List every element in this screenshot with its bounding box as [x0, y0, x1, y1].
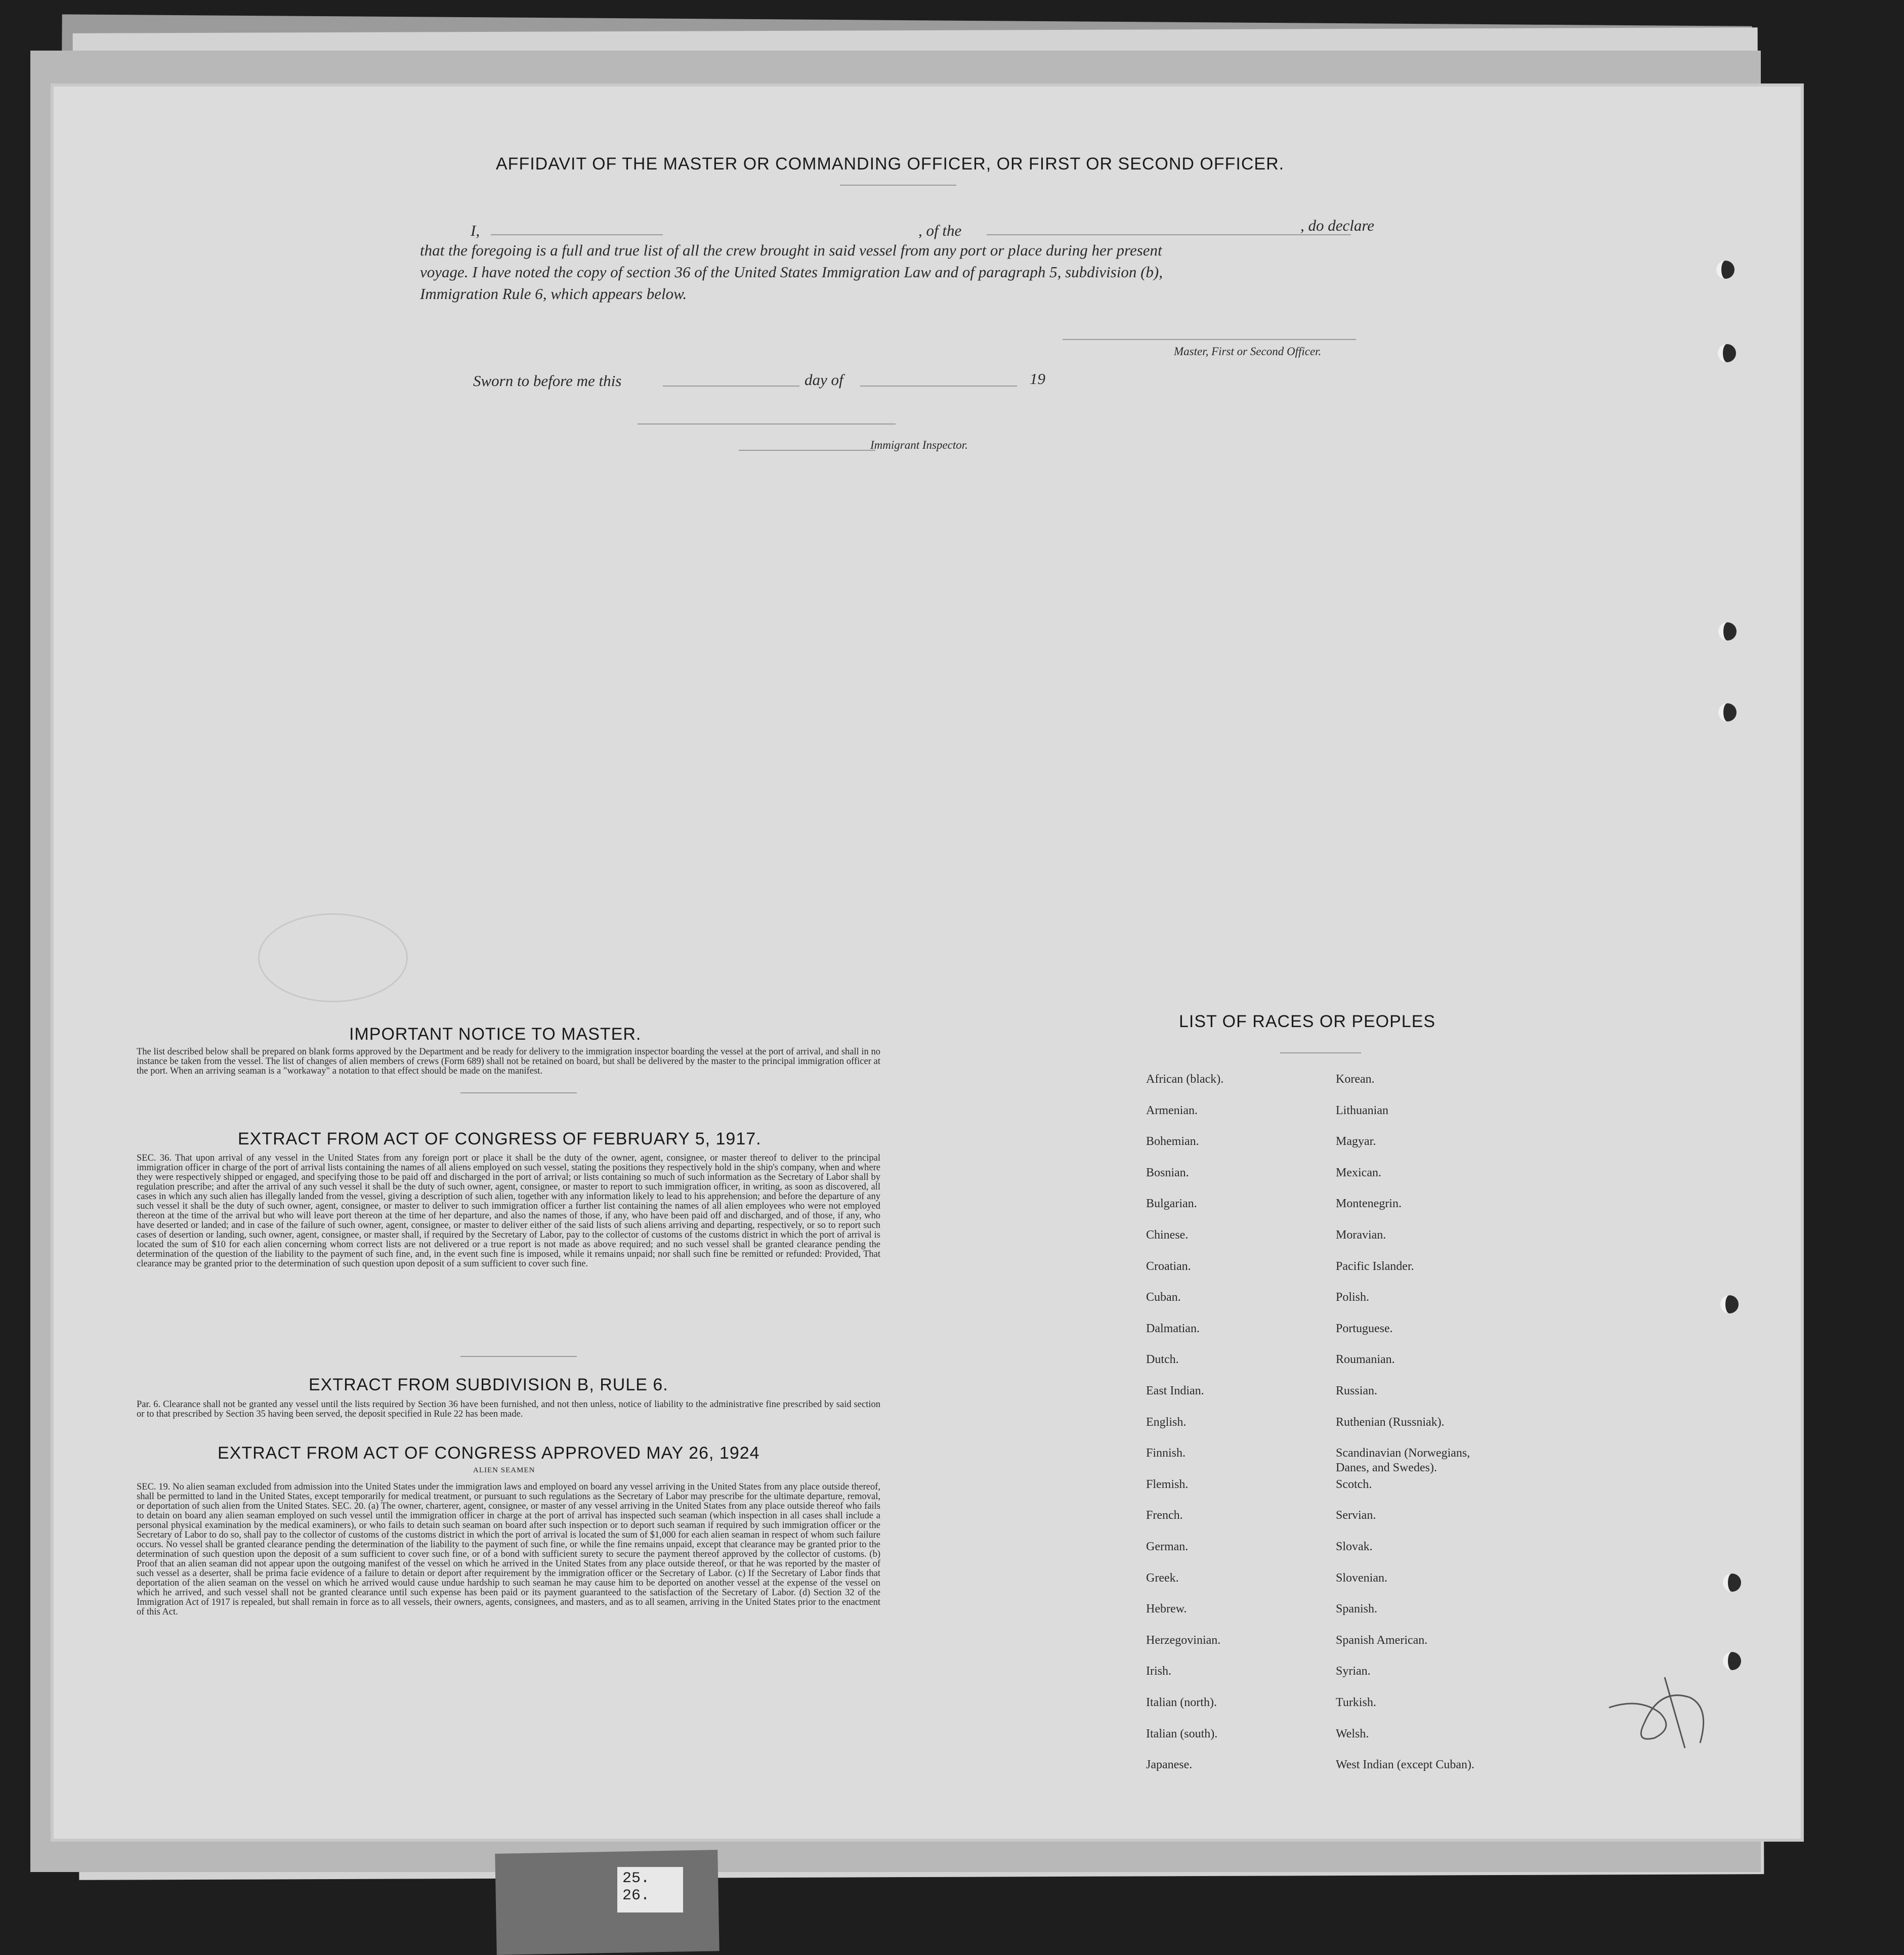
- race-item: Bulgarian.: [1146, 1197, 1197, 1211]
- inspector-signature-line: [638, 423, 896, 424]
- extract-1917-title: EXTRACT FROM ACT OF CONGRESS OF FEBRUARY 5, 1917.: [238, 1129, 761, 1149]
- race-item: Italian (south).: [1146, 1727, 1218, 1740]
- race-item: Cuban.: [1146, 1291, 1181, 1304]
- affidavit-do-declare: , do declare: [1300, 217, 1375, 234]
- race-item: Danes, and Swedes).: [1336, 1461, 1437, 1475]
- divider: [460, 1356, 577, 1357]
- race-item: Croatian.: [1146, 1259, 1191, 1273]
- bottom-tab: [495, 1850, 719, 1955]
- extract-rule6-text: Par. 6. Clearance shall not be granted any vessel until the lists required by Section 36 have been furnished, and not then unless, notice of liability to the administrative fine prescribed by said section or to that prescribed by Section 35 having been served, the deposit specified in Rule 22 has been made.: [137, 1399, 880, 1419]
- race-item: Portuguese.: [1336, 1322, 1393, 1335]
- notice-title: IMPORTANT NOTICE TO MASTER.: [349, 1025, 642, 1044]
- race-item: German.: [1146, 1540, 1189, 1553]
- binder-hole: [1723, 1652, 1741, 1670]
- sworn-year: 19: [1030, 370, 1045, 388]
- race-item: Dalmatian.: [1146, 1322, 1200, 1335]
- race-item: Russian.: [1336, 1384, 1378, 1397]
- race-item: Turkish.: [1336, 1696, 1376, 1709]
- vessel-line: [987, 234, 1351, 235]
- race-item: Syrian.: [1336, 1665, 1371, 1678]
- affidavit-body: that the foregoing is a full and true list of all the crew brought in said vessel from any port or place during her present: [420, 241, 1162, 259]
- binder-hole: [1718, 703, 1737, 721]
- bottom-tab-label: [617, 1867, 683, 1912]
- extract-rule6-title: EXTRACT FROM SUBDIVISION B, RULE 6.: [309, 1375, 668, 1394]
- binder-hole: [1716, 261, 1734, 279]
- race-item: Bosnian.: [1146, 1166, 1189, 1179]
- race-item: Slovak.: [1336, 1540, 1373, 1553]
- race-item: Bohemian.: [1146, 1135, 1199, 1149]
- binder-hole: [1720, 1295, 1739, 1313]
- race-item: Magyar.: [1336, 1135, 1376, 1149]
- faded-stamp: [258, 913, 408, 1002]
- race-item: Hebrew.: [1146, 1602, 1187, 1616]
- extract-1924-text: SEC. 19. No alien seaman excluded from admission into the United States under the immigration laws and employed on board any vessel arriving in the United States from any place outside thereof, shall be permitted to land in the United States, except temporarily for medical treatment, or pursuant to such regulations as the Secretary of Labor may prescribe for the ultimate departure, removal, or deportation of such alien from the United States. SEC. 20. (a) The owner, charterer, agent, consignee, or master of any vessel arriving in the United States from any place outside thereof who fails to detain on board any alien seaman employed on such vessel until the immigration officer in charge at the port of arrival has inspected such seaman (which inspection in all cases shall include a personal physical examination by the medical examiners), or who fails to detain such seaman on board after such inspection or to deport such seaman if required by such immigration officer or the Secretary of Labor to do so, shall pay to the collector of customs of the customs district in which the port of arrival is located the sum of $1,000 for each alien seaman in respect of whom such failure occurs. No vessel shall be granted clearance pending the determination of the liability to the payment of such fine, or while the fine remains unpaid, except that clearance may be granted prior to the determination of such question upon the deposit of a sum sufficient to cover such fine, or of a bond with sufficient surety to secure the payment thereof approved by the collector of customs. (b) Proof that an alien seaman did not appear upon the outgoing manifest of the vessel on which he arrived in the United States from any place outside thereof, or that he was reported by the master of such vessel as a deserter, shall be prima facie evidence of a failure to detain or deport after requirement by the immigration officer or the Secretary of Labor. (c) If the Secretary of Labor finds that deportation of the alien seaman on the vessel on which he arrived would cause undue hardship to such seaman he may cause him to be deported on another vessel at the expense of the vessel on which he arrived, and such vessel shall not be granted clearance until such expense has been paid or its payment guaranteed to the satisfaction of the Secretary of Labor. (d) Section 32 of the Immigration Act of 1917 is repealed, but shall remain in force as to all vessels, their owners, agents, consignees, and masters, and as to all seamen, arriving in the United States prior to the enactment of this Act.: [137, 1482, 880, 1617]
- race-item: Italian (north).: [1146, 1696, 1217, 1709]
- affidavit-body: Immigration Rule 6, which appears below.: [420, 285, 687, 303]
- binder-hole: [1718, 622, 1737, 641]
- notice-text: The list described below shall be prepared on blank forms approved by the Department and be ready for delivery to the immigration inspector boarding the vessel at the port of arrival, and shall in no instance be taken from the vessel. The list of changes of alien members of crews (Form 689) shall not be retained on board, but shall be delivered by the master to the principal immigration officer at the port. When an arriving seaman is a "workaway" a notation to that effect should be made on the manifest.: [137, 1047, 880, 1076]
- day-line: [663, 386, 799, 387]
- race-item: French.: [1146, 1509, 1183, 1522]
- race-item: Greek.: [1146, 1571, 1179, 1585]
- race-item: Pacific Islander.: [1336, 1259, 1414, 1273]
- handwritten-mark: [1599, 1667, 1730, 1753]
- signature-line: [1063, 339, 1356, 340]
- tab-number: 26.: [622, 1887, 650, 1904]
- race-item: Scandinavian (Norwegians,: [1336, 1447, 1470, 1460]
- extract-1924-subtitle: ALIEN SEAMEN: [473, 1466, 535, 1474]
- race-item: Flemish.: [1146, 1477, 1189, 1491]
- race-item: Lithuanian: [1336, 1103, 1388, 1117]
- divider: [1280, 1052, 1361, 1053]
- affidavit-i: I,: [471, 222, 480, 239]
- name-line: [491, 234, 663, 235]
- affidavit-body: voyage. I have noted the copy of section 36 of the United States Immigration Law and of paragraph 5, subdivision (b),: [420, 263, 1163, 281]
- race-item: East Indian.: [1146, 1384, 1204, 1397]
- race-item: West Indian (except Cuban).: [1336, 1758, 1474, 1772]
- race-item: Japanese.: [1146, 1758, 1193, 1772]
- affidavit-title: AFFIDAVIT OF THE MASTER OR COMMANDING OFFICER, OR FIRST OR SECOND OFFICER.: [496, 154, 1285, 174]
- sworn-prefix: Sworn to before me this: [473, 372, 622, 390]
- master-signature-label: Master, First or Second Officer.: [1174, 345, 1322, 358]
- race-item: Spanish American.: [1336, 1633, 1428, 1647]
- race-item: Dutch.: [1146, 1353, 1179, 1367]
- races-title: LIST OF RACES OR PEOPLES: [1179, 1012, 1436, 1031]
- affidavit-of-the: , of the: [918, 222, 962, 239]
- month-line: [860, 386, 1017, 387]
- race-item: African (black).: [1146, 1073, 1224, 1086]
- race-item: Roumanian.: [1336, 1353, 1395, 1367]
- tab-number: 25.: [622, 1870, 650, 1887]
- race-item: Irish.: [1146, 1665, 1171, 1678]
- binder-hole: [1723, 1574, 1741, 1592]
- race-item: Korean.: [1336, 1073, 1375, 1086]
- race-item: Montenegrin.: [1336, 1197, 1402, 1211]
- race-item: Chinese.: [1146, 1228, 1189, 1242]
- extract-1924-title: EXTRACT FROM ACT OF CONGRESS APPROVED MAY 26, 1924: [218, 1443, 760, 1463]
- race-item: English.: [1146, 1415, 1187, 1429]
- race-item: Scotch.: [1336, 1477, 1372, 1491]
- title-underline: [840, 185, 956, 186]
- race-item: Ruthenian (Russniak).: [1336, 1415, 1445, 1429]
- race-item: Mexican.: [1336, 1166, 1381, 1179]
- race-item: Spanish.: [1336, 1602, 1378, 1616]
- extract-1917-text: SEC. 36. That upon arrival of any vessel in the United States from any foreign port or place it shall be the duty of the owner, agent, consignee, or master thereof to deliver to the principal immigration officer in charge of the port of arrival lists containing the names of all aliens employed on such vessel, stating the positions they respectively hold in the ship's company, when and where they were respectively shipped or engaged, and specifying those to be paid off and discharged in the port of arrival; or lists containing so much of such information as the Secretary of Labor shall by regulation prescribe; and after the arrival of any such vessel it shall be the duty of such owner, agent, consignee, or master to report to such immigration officer, in writing, as soon as discovered, all cases in which any such alien has illegally landed from the vessel, giving a description of such alien, together with any information likely to lead to his apprehension; and before the departure of any such vessel it shall be the duty of such owner, agent, consignee, or master to deliver to such immigration officer a further list containing the names of all alien employees who were not employed thereon at the time of the arrival but who will leave port thereon at the time of her departure, and also the names of those, if any, who have been paid off and discharged, and of those, if any, who have deserted or landed; and in case of the failure of such owner, agent, consignee, or master to deliver either of the said lists of such aliens arriving and departing, respectively, or so to report such cases of desertion or landing, such owner, agent, consignee, or master shall, if required by the Secretary of Labor, pay to the collector of customs of the customs district in which the port of arrival is located the sum of $10 for each alien concerning whom correct lists are not delivered or a true report is not made as above required; and no such vessel shall be granted clearance pending the determination of the question of the liability to the payment of such fine, and, in the event such fine is imposed, while it remains unpaid; nor shall such fine be remitted or refunded: Provided, That clearance may be granted prior to the determination of such question upon deposit of a sum sufficient to cover such fine.: [137, 1153, 880, 1269]
- binder-hole: [1718, 344, 1736, 362]
- sworn-day-of: day of: [805, 371, 843, 389]
- race-item: Servian.: [1336, 1509, 1376, 1522]
- inspector-line: [739, 450, 875, 451]
- race-item: Welsh.: [1336, 1727, 1369, 1740]
- race-item: Slovenian.: [1336, 1571, 1387, 1585]
- race-item: Herzegovinian.: [1146, 1633, 1221, 1647]
- race-item: Moravian.: [1336, 1228, 1386, 1242]
- race-item: Armenian.: [1146, 1103, 1198, 1117]
- divider: [460, 1092, 577, 1093]
- document-page: [51, 83, 1804, 1842]
- race-item: Polish.: [1336, 1291, 1370, 1304]
- inspector-label: Immigrant Inspector.: [870, 439, 968, 451]
- race-item: Finnish.: [1146, 1447, 1186, 1460]
